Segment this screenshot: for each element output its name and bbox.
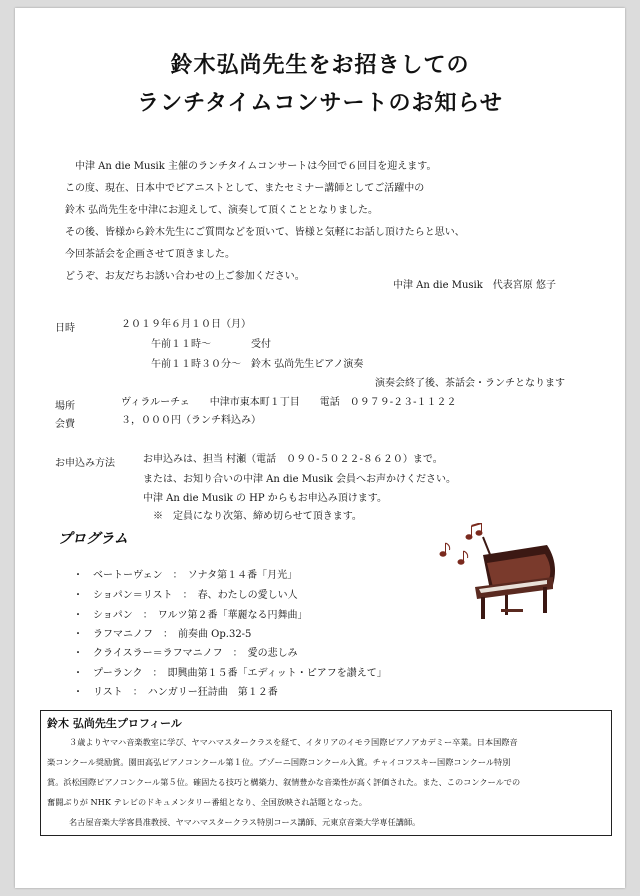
title-line-1: 鈴木弘尚先生をお招きしての [170, 52, 470, 78]
signature: 中津 An die Musik 代表宮原 悠子 [393, 280, 556, 291]
profile-line: 楽コンクール奨励賞。園田高弘ピアノコンクール第１位。ブゾーニ国際コンクール入賞。チャイコフスキー国際コンクール特別 [47, 757, 511, 767]
program-item-text: ベートーヴェン ： ソナタ第１４番「月光」 [93, 570, 298, 581]
apply-line: または、お知り合いの中津 An die Musik 会員へお声かけください。 [143, 474, 456, 485]
music-note-icon [440, 523, 482, 564]
fee-label: 会費 [55, 419, 75, 430]
program-item [73, 664, 387, 679]
place-label: 場所 [55, 401, 75, 412]
place-value: ヴィラルーチェ 中津市東本町１丁目 電話 ０９７９-２３-１１２２ [121, 397, 457, 408]
intro-line: その後、皆様から鈴木先生にご質問などを頂いて、皆様と気軽にお話し頂けたらと思い、 [65, 227, 465, 238]
profile-line: 奮闘ぶりが NHK テレビのドキュメンタリー番組となり、全国放映され話題となった。 [47, 797, 367, 807]
time-concert: 午前１１時３０分～ 鈴木 弘尚先生ピアノ演奏 [151, 359, 364, 370]
time-after: 演奏会終了後、茶話会・ランチとなります [375, 378, 565, 389]
apply-line: 中津 An die Musik の HP からもお申込み頂けます。 [143, 493, 387, 504]
date-label: 日時 [55, 323, 75, 334]
program-heading: プログラム [58, 531, 128, 547]
program-item [73, 644, 298, 659]
program-item [73, 683, 278, 698]
bullet: ・ [73, 668, 83, 679]
intro-line: 今回茶話会を企画させて頂きました。 [65, 249, 235, 260]
program-item-text: ショパン ： ワルツ第２番「華麗なる円舞曲」 [93, 610, 308, 621]
bullet: ・ [73, 610, 83, 621]
intro-line: 鈴木 弘尚先生を中津にお迎えして、演奏して頂くこととなりました。 [65, 205, 378, 216]
bullet: ・ [73, 590, 83, 601]
bullet: ・ [73, 629, 83, 640]
program-item [73, 566, 297, 581]
program-item-text: リスト ： ハンガリー狂詩曲 第１２番 [93, 687, 278, 698]
title-line-2: ランチタイムコンサートのお知らせ [137, 90, 503, 116]
profile-heading: 鈴木 弘尚先生プロフィール [47, 717, 182, 730]
intro-line: 中津 An die Musik 主催のランチタイムコンサートは今回で６回目を迎えます。 [75, 161, 437, 172]
bullet: ・ [73, 687, 83, 698]
profile-line: 名古屋音楽大学客員准教授、ヤマハマスタークラス特別コース講師、元東京音楽大学専任講師。 [69, 817, 421, 827]
bullet: ・ [73, 648, 83, 659]
apply-label: お申込み方法 [55, 458, 115, 469]
apply-note: ※ 定員になり次第、締め切らせて頂きます。 [153, 511, 362, 522]
program-item-text: ショパン＝リスト ： 春、わたしの愛しい人 [93, 590, 298, 601]
profile-line: ３歳よりヤマハ音楽教室に学び、ヤマハマスタークラスを経て、イタリアのイモラ国際ピアノアカデミー卒業。日本国際音 [69, 737, 518, 747]
piano-illustration [435, 523, 560, 628]
profile-line: 賞。浜松国際ピアノコンクール第５位。確固たる技巧と構築力、叙情豊かな音楽性が高く評価された。また、このコンクールでの [47, 777, 521, 787]
fee-value: ３，０００円（ランチ料込み） [121, 415, 261, 426]
bullet: ・ [73, 570, 83, 581]
program-item-text: ラフマニノフ ： 前奏曲 Op.32-5 [93, 629, 252, 640]
grand-piano-icon [475, 537, 555, 619]
program-item-text: クライスラー＝ラフマニノフ ： 愛の悲しみ [93, 648, 298, 659]
program-item [73, 606, 308, 621]
date-value: ２０１９年６月１０日（月） [121, 319, 251, 330]
time-reception: 午前１１時～ 受付 [151, 339, 271, 350]
intro-line: どうぞ、お友だちお誘い合わせの上ご参加ください。 [65, 271, 305, 282]
program-item [73, 625, 251, 640]
program-item-text: プーランク ： 即興曲第１５番「エディット・ピアフを讃えて」 [93, 668, 387, 679]
flyer-page [15, 8, 625, 888]
intro-line: この度、現在、日本中でピアニストとして、またセミナー講師としてご活躍中の [65, 183, 425, 194]
program-item [73, 586, 298, 601]
apply-line: お申込みは、担当 村瀬（電話 ０９０-５０２２-８６２０）まで。 [143, 454, 443, 465]
profile-box [40, 710, 612, 836]
